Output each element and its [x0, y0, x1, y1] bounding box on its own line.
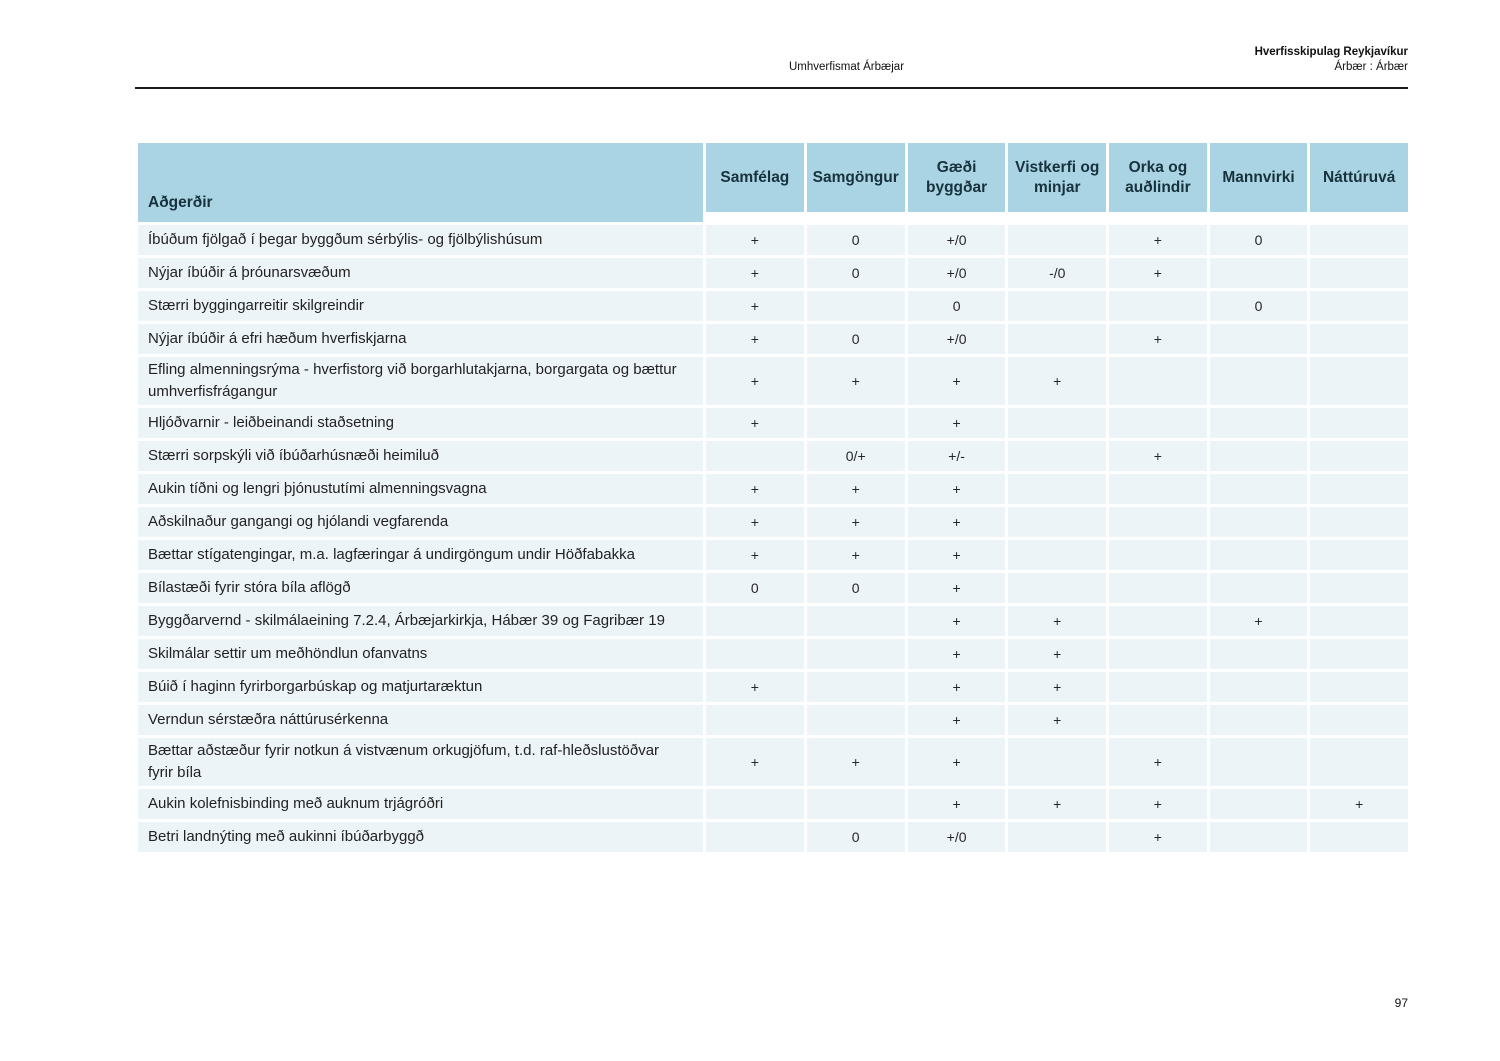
value-cell	[1310, 474, 1408, 504]
value-cell: 0	[807, 573, 905, 603]
action-cell: Efling almenningsrýma - hverfistorg við borgarhlutakjarna, borgargata og bættur umhverfisfrágangur	[138, 357, 703, 405]
value-cell	[807, 291, 905, 321]
value-cell	[1310, 324, 1408, 354]
doc-header-right	[1255, 45, 1408, 75]
value-cell: 0	[706, 573, 804, 603]
org-title: Hverfisskipulag Reykjavíkur	[1254, 46, 1408, 58]
value-cell	[1210, 573, 1308, 603]
action-cell: Betri landnýting með aukinni íbúðarbyggð	[138, 822, 703, 852]
action-cell: Búið í haginn fyrirborgarbúskap og matjurtaræktun	[138, 672, 703, 702]
value-cell: +	[1008, 357, 1106, 405]
value-cell: +	[908, 789, 1006, 819]
value-cell: +	[1109, 225, 1207, 255]
value-cell: 0	[1210, 225, 1308, 255]
value-cell	[1210, 324, 1308, 354]
value-cell: +	[1310, 789, 1408, 819]
value-cell	[1310, 672, 1408, 702]
value-cell	[1109, 291, 1207, 321]
value-cell	[1210, 639, 1308, 669]
action-cell: Aðskilnaður gangangi og hjólandi vegfarenda	[138, 507, 703, 537]
value-cell	[1310, 357, 1408, 405]
section-label: Árbær : Árbær	[1334, 61, 1408, 73]
value-cell	[1310, 738, 1408, 786]
column-header: Náttúruvá	[1310, 143, 1408, 212]
value-cell	[706, 639, 804, 669]
value-cell	[1310, 408, 1408, 438]
value-cell: +/-	[908, 441, 1006, 471]
value-cell	[807, 408, 905, 438]
value-cell: +	[908, 357, 1006, 405]
header-divider	[135, 87, 1408, 89]
value-cell: 0	[807, 822, 905, 852]
value-cell: +	[1109, 789, 1207, 819]
value-cell	[1008, 324, 1106, 354]
value-cell: +	[1008, 639, 1106, 669]
value-cell	[706, 789, 804, 819]
value-cell	[1109, 705, 1207, 735]
action-cell: Aukin kolefnisbinding með auknum trjágróðri	[138, 789, 703, 819]
value-cell: +	[908, 639, 1006, 669]
value-cell	[1008, 408, 1106, 438]
value-cell	[1008, 822, 1106, 852]
action-cell: Nýjar íbúðir á efri hæðum hverfiskjarna	[138, 324, 703, 354]
value-cell: +/0	[908, 225, 1006, 255]
value-cell: +	[706, 540, 804, 570]
value-cell	[807, 672, 905, 702]
value-cell	[1008, 291, 1106, 321]
value-cell: +	[706, 474, 804, 504]
value-cell	[1008, 441, 1106, 471]
value-cell: +	[706, 291, 804, 321]
value-cell: +	[706, 357, 804, 405]
value-cell	[1008, 573, 1106, 603]
action-cell: Verndun sérstæðra náttúrusérkenna	[138, 705, 703, 735]
value-cell: +/0	[908, 258, 1006, 288]
value-cell: 0	[1210, 291, 1308, 321]
value-cell	[807, 606, 905, 636]
value-cell: +	[706, 738, 804, 786]
value-cell	[1310, 225, 1408, 255]
value-cell: +	[1008, 672, 1106, 702]
value-cell: +	[706, 258, 804, 288]
value-cell: +	[908, 672, 1006, 702]
value-cell	[1310, 606, 1408, 636]
column-header: Samfélag	[706, 143, 804, 212]
value-cell: +	[706, 324, 804, 354]
value-cell	[1310, 540, 1408, 570]
value-cell: +/0	[908, 324, 1006, 354]
value-cell	[706, 822, 804, 852]
value-cell	[1109, 606, 1207, 636]
page-title: Umhverfismat Árbæjar	[789, 61, 905, 73]
value-cell: +	[706, 672, 804, 702]
value-cell	[807, 705, 905, 735]
value-cell: +	[908, 573, 1006, 603]
value-cell	[1210, 441, 1308, 471]
value-cell: +	[807, 540, 905, 570]
value-cell	[1109, 639, 1207, 669]
value-cell	[1210, 672, 1308, 702]
value-cell	[1210, 357, 1308, 405]
value-cell	[1210, 540, 1308, 570]
value-cell	[1109, 672, 1207, 702]
value-cell: +	[706, 408, 804, 438]
value-cell: 0	[807, 258, 905, 288]
value-cell: +	[908, 738, 1006, 786]
value-cell	[1310, 291, 1408, 321]
column-header: Orka og auðlindir	[1109, 143, 1207, 212]
action-cell: Bættar stígatengingar, m.a. lagfæringar á undirgöngum undir Höðfabakka	[138, 540, 703, 570]
action-cell: Stærri byggingarreitir skilgreindir	[138, 291, 703, 321]
column-header: Vistkerfi og minjar	[1008, 143, 1106, 212]
action-cell: Hljóðvarnir - leiðbeinandi staðsetning	[138, 408, 703, 438]
value-cell	[1109, 507, 1207, 537]
value-cell: +	[1210, 606, 1308, 636]
value-cell: +	[706, 507, 804, 537]
value-cell: -/0	[1008, 258, 1106, 288]
value-cell: +	[706, 225, 804, 255]
value-cell	[1008, 540, 1106, 570]
value-cell	[1008, 474, 1106, 504]
value-cell	[706, 606, 804, 636]
column-header: Gæði byggðar	[908, 143, 1006, 212]
value-cell: +	[1008, 606, 1106, 636]
action-cell: Aukin tíðni og lengri þjónustutími almenningsvagna	[138, 474, 703, 504]
value-cell	[1210, 738, 1308, 786]
value-cell: 0	[807, 324, 905, 354]
value-cell	[1210, 408, 1308, 438]
value-cell	[1210, 474, 1308, 504]
value-cell	[1310, 441, 1408, 471]
value-cell	[1210, 507, 1308, 537]
action-cell: Skilmálar settir um meðhöndlun ofanvatns	[138, 639, 703, 669]
action-cell: Stærri sorpskýli við íbúðarhúsnæði heimiluð	[138, 441, 703, 471]
value-cell: +	[1109, 324, 1207, 354]
value-cell: +	[1109, 738, 1207, 786]
page-number: 97	[1394, 996, 1408, 1010]
value-cell	[1310, 639, 1408, 669]
value-cell: +	[807, 474, 905, 504]
value-cell	[706, 705, 804, 735]
value-cell: +	[1109, 441, 1207, 471]
value-cell	[1210, 789, 1308, 819]
value-cell	[1310, 573, 1408, 603]
value-cell: +	[908, 474, 1006, 504]
value-cell	[1310, 822, 1408, 852]
action-cell: Bílastæði fyrir stóra bíla aflögð	[138, 573, 703, 603]
value-cell: 0/+	[807, 441, 905, 471]
value-cell: +	[908, 540, 1006, 570]
value-cell	[706, 441, 804, 471]
action-cell: Byggðarvernd - skilmálaeining 7.2.4, Árbæjarkirkja, Hábær 39 og Fagribær 19	[138, 606, 703, 636]
value-cell	[1008, 507, 1106, 537]
value-cell: +	[1109, 258, 1207, 288]
value-cell: 0	[908, 291, 1006, 321]
assessment-table	[138, 143, 1408, 852]
value-cell: +	[1008, 705, 1106, 735]
value-cell: 0	[807, 225, 905, 255]
value-cell: +	[1109, 822, 1207, 852]
value-cell: +	[807, 507, 905, 537]
value-cell	[1210, 705, 1308, 735]
action-cell: Bættar aðstæður fyrir notkun á vistvænum orkugjöfum, t.d. raf-hleðslustöðvar fyrir bíla	[138, 738, 703, 786]
value-cell: +	[807, 357, 905, 405]
value-cell	[1310, 258, 1408, 288]
column-header: Mannvirki	[1210, 143, 1308, 212]
value-cell	[1109, 573, 1207, 603]
value-cell	[1210, 258, 1308, 288]
value-cell: +	[908, 705, 1006, 735]
value-cell	[1109, 408, 1207, 438]
value-cell	[1109, 540, 1207, 570]
value-cell: +	[908, 408, 1006, 438]
value-cell	[1008, 738, 1106, 786]
table-corner-header: Aðgerðir	[138, 143, 703, 222]
value-cell: +	[1008, 789, 1106, 819]
value-cell	[1310, 507, 1408, 537]
value-cell: +/0	[908, 822, 1006, 852]
value-cell	[1210, 822, 1308, 852]
value-cell	[1008, 225, 1106, 255]
value-cell	[1310, 705, 1408, 735]
action-cell: Íbúðum fjölgað í þegar byggðum sérbýlis- og fjölbýlishúsum	[138, 225, 703, 255]
value-cell	[807, 789, 905, 819]
value-cell	[1109, 357, 1207, 405]
action-cell: Nýjar íbúðir á þróunarsvæðum	[138, 258, 703, 288]
column-header: Samgöngur	[807, 143, 905, 212]
value-cell: +	[908, 606, 1006, 636]
value-cell: +	[807, 738, 905, 786]
value-cell	[807, 639, 905, 669]
value-cell: +	[908, 507, 1006, 537]
value-cell	[1109, 474, 1207, 504]
